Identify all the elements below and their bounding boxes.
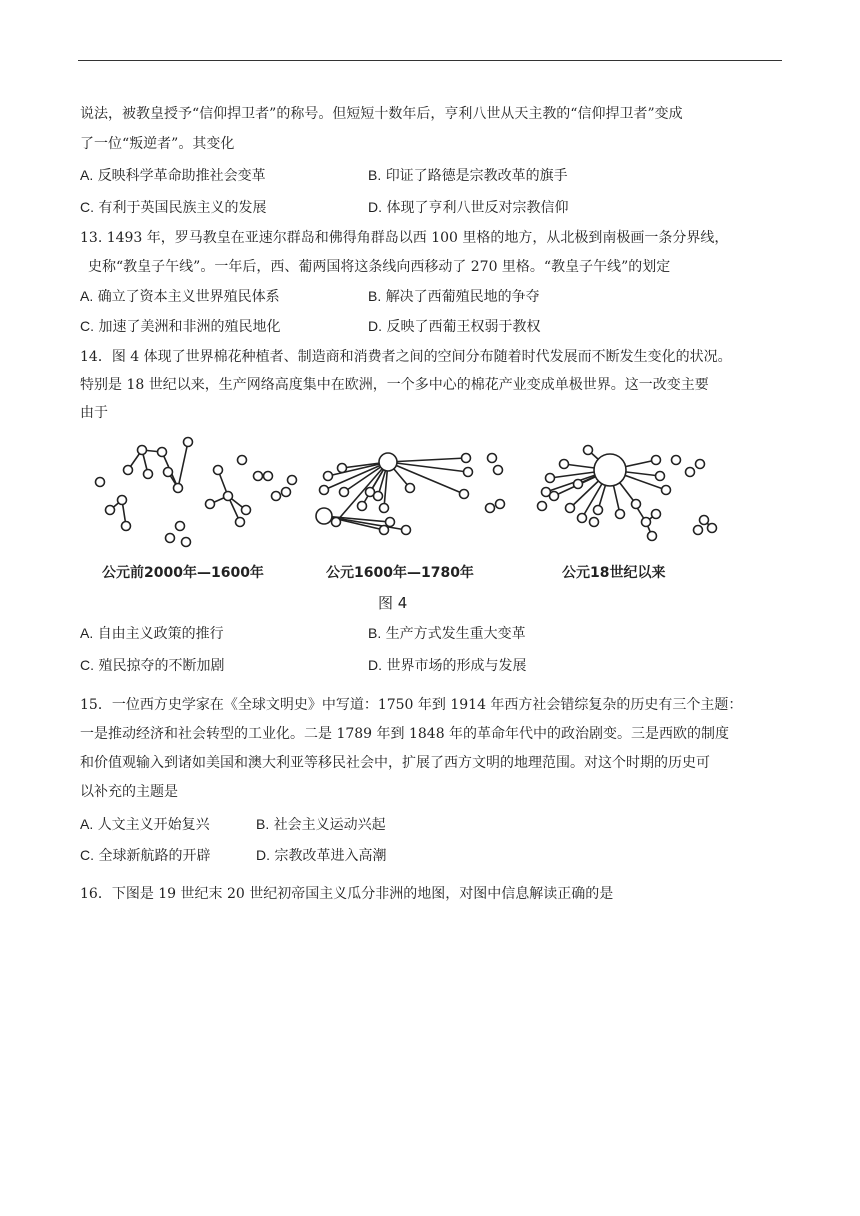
- figure-caption-period-2: 公元1600年—1780年: [326, 565, 474, 581]
- q13-option-d[interactable]: D. 反映了西葡王权弱于教权: [368, 318, 541, 335]
- header-rule: [78, 60, 782, 61]
- q13-option-c[interactable]: C. 加速了美洲和非洲的殖民地化: [80, 318, 281, 335]
- q12-option-d[interactable]: D. 体现了亨利八世反对宗教信仰: [368, 199, 569, 216]
- q15-option-a[interactable]: A. 人文主义开始复兴: [80, 816, 210, 833]
- q14-option-a[interactable]: A. 自由主义政策的推行: [80, 625, 224, 642]
- q13-line-1: 13. 1493 年，罗马教皇在亚速尔群岛和佛得角群岛以西 100 里格的地方，从北极到南极画一条分界线，: [80, 230, 729, 246]
- panel-1-nodes: [96, 438, 297, 547]
- q15-line-2: 一是推动经济和社会转型的工业化。二是 1789 年到 1848 年的革命年代中的政治剧变。三是西欧的制度: [80, 726, 730, 742]
- q13-line-2: 史称“教皇子午线”。一年后，西、葡两国将这条线向西移动了 270 里格。“教皇子午线”的划定: [88, 259, 671, 275]
- q13-option-b[interactable]: B. 解决了西葡殖民地的争夺: [368, 288, 540, 305]
- q12-option-c[interactable]: C. 有利于英国民族主义的发展: [80, 199, 267, 216]
- q14-line-3: 由于: [80, 405, 108, 421]
- q14-option-b[interactable]: B. 生产方式发生重大变革: [368, 625, 526, 642]
- q15-line-4: 以补充的主题是: [80, 784, 178, 800]
- q12-line-2: 了一位“叛逆者”。其变化: [80, 136, 235, 152]
- q15-option-c[interactable]: C. 全球新航路的开辟: [80, 847, 211, 864]
- figure-caption-period-1: 公元前2000年—1600年: [102, 565, 264, 581]
- panel-2-nodes: [316, 453, 505, 535]
- q15-line-1: 15．一位西方史学家在《全球文明史》中写道：1750 年到 1914 年西方社会错综复杂的历史有三个主题：: [80, 697, 743, 713]
- q14-option-d[interactable]: D. 世界市场的形成与发展: [368, 657, 527, 674]
- q12-option-a[interactable]: A. 反映科学革命助推社会变革: [80, 167, 266, 184]
- q12-line-1: 说法，被教皇授予“信仰捍卫者”的称号。但短短十数年后，亨利八世从天主教的“信仰捍卫者”变成: [80, 106, 683, 122]
- q14-line-1: 14．图 4 体现了世界棉花种植者、制造商和消费者之间的空间分布随着时代发展而不断发生变化的状况。: [80, 349, 732, 365]
- figure-caption-period-3: 公元18世纪以来: [562, 565, 666, 581]
- q15-option-d[interactable]: D. 宗教改革进入高潮: [256, 847, 387, 864]
- q16-line-1: 16．下图是 19 世纪末 20 世纪初帝国主义瓜分非洲的地图，对图中信息解读正确的是: [80, 886, 614, 902]
- q14-line-2: 特别是 18 世纪以来，生产网络高度集中在欧洲，一个多中心的棉花产业变成单极世界。这一改变主要: [80, 377, 709, 393]
- figure-4-network-diagram: [80, 430, 780, 620]
- panel-3-nodes: [538, 446, 717, 541]
- q15-option-b[interactable]: B. 社会主义运动兴起: [256, 816, 386, 833]
- q14-option-c[interactable]: C. 殖民掠夺的不断加剧: [80, 657, 225, 674]
- figure-title: 图 4: [378, 594, 408, 612]
- q13-option-a[interactable]: A. 确立了资本主义世界殖民体系: [80, 288, 280, 305]
- q15-line-3: 和价值观输入到诸如美国和澳大利亚等移民社会中，扩展了西方文明的地理范围。对这个时期的历史可: [80, 755, 710, 771]
- q12-option-b[interactable]: B. 印证了路德是宗教改革的旗手: [368, 167, 568, 184]
